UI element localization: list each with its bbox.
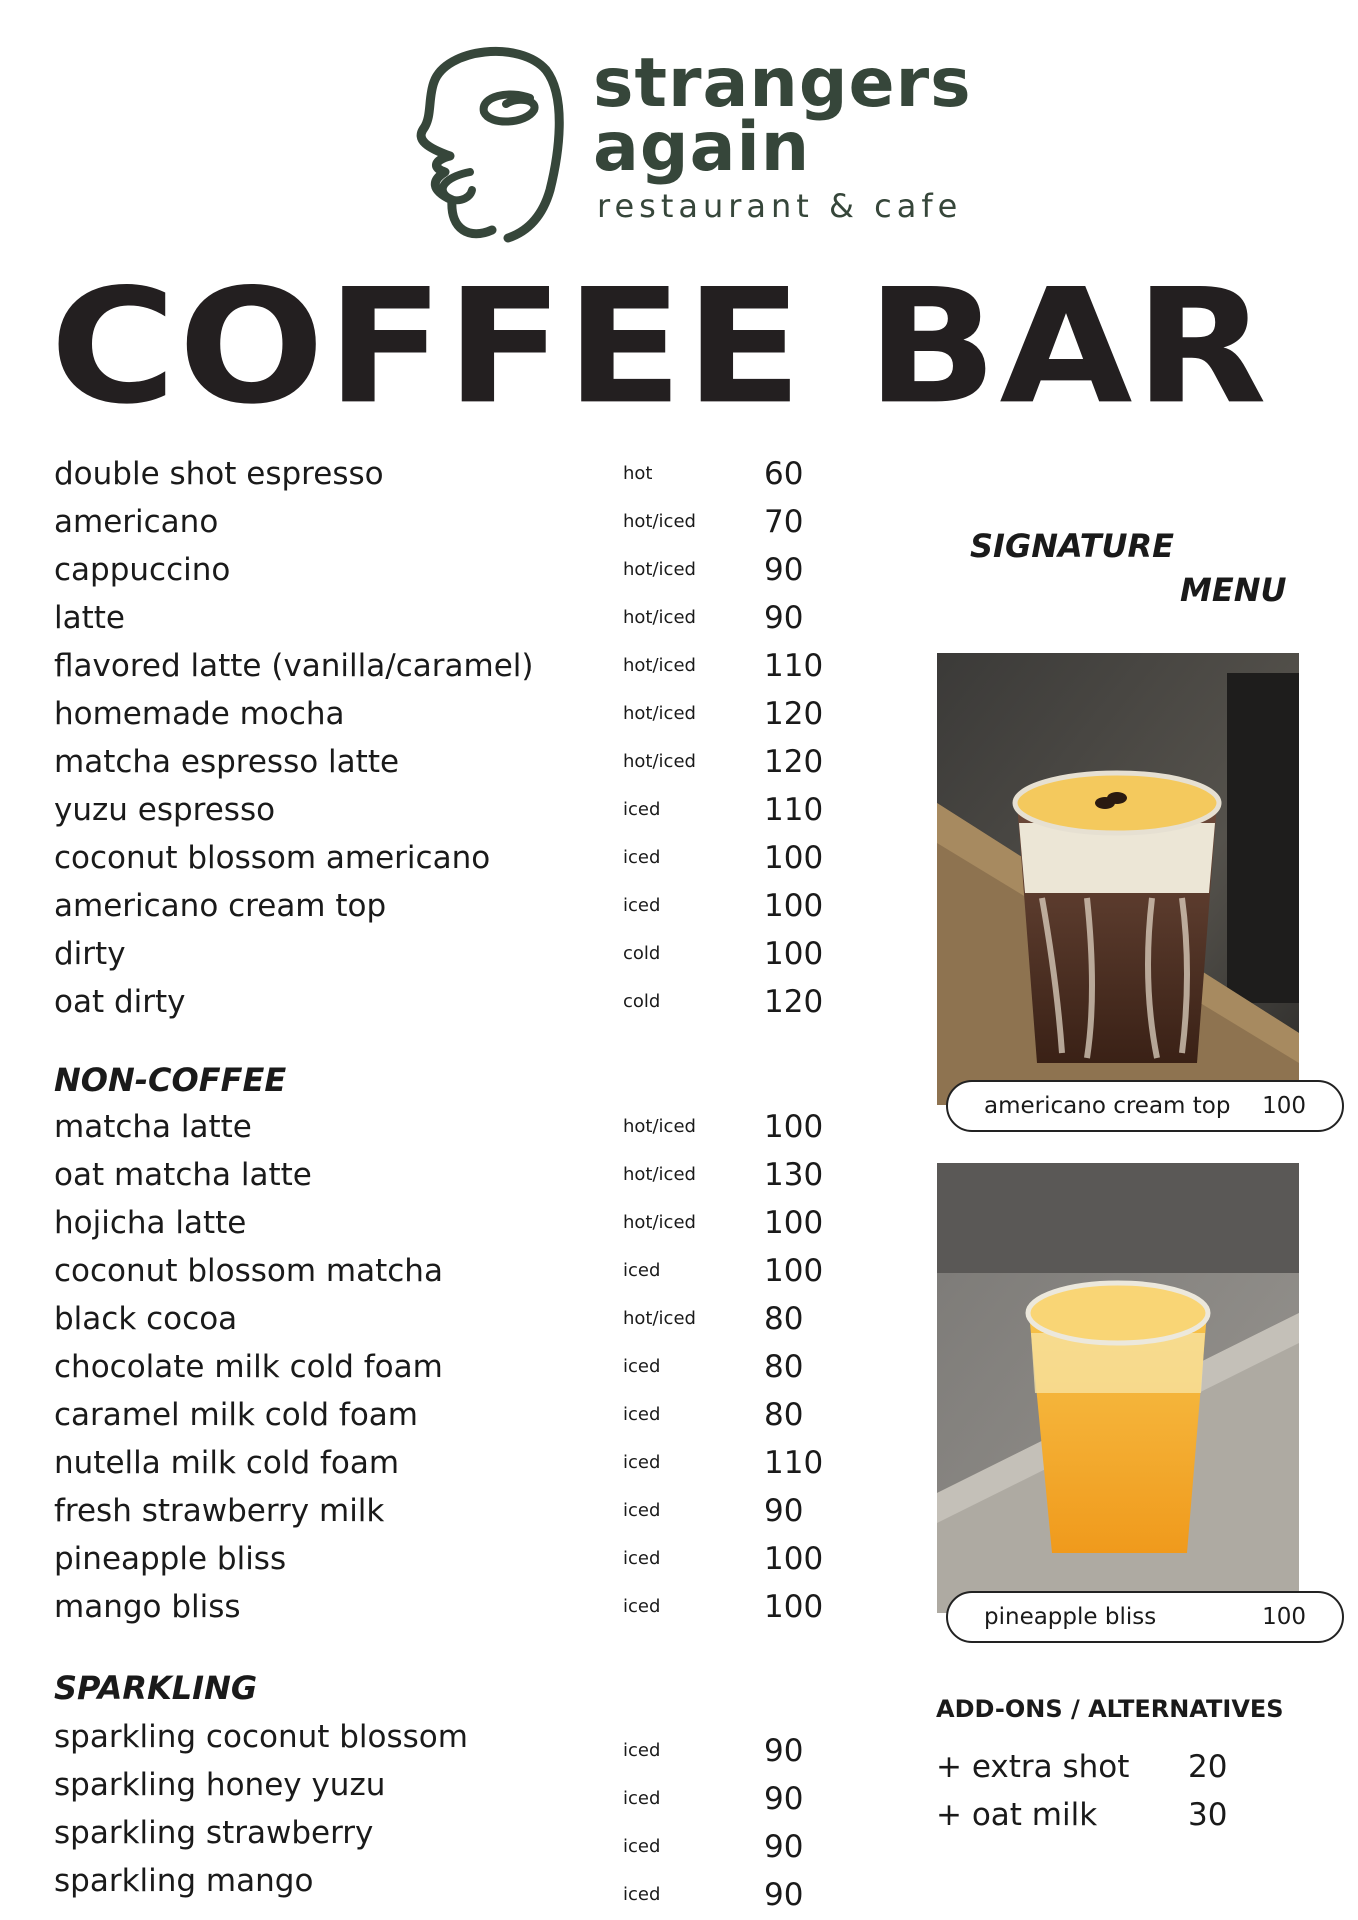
menu-item-price: 80 [764,1349,804,1385]
menu-item [0,882,840,930]
addon-price: 20 [1188,1749,1228,1785]
menu-item-name: mango bliss [54,1589,241,1625]
menu-item [0,1247,840,1295]
menu-item-name: pineapple bliss [54,1541,287,1577]
menu-item-temp: iced [623,1548,661,1569]
menu-item-temp: hot/iced [623,511,696,532]
brand-name-line2: again [593,108,811,187]
menu-item-temp: iced [623,1740,661,1761]
signature-item-pill [946,1591,1344,1643]
menu-item-temp: hot/iced [623,751,696,772]
menu-item-temp: hot/iced [623,559,696,580]
menu-item-name: double shot espresso [54,456,384,492]
signature-item-name: americano cream top [984,1093,1231,1119]
menu-item [0,930,840,978]
menu-item-temp: hot/iced [623,1116,696,1137]
addon-price: 30 [1188,1797,1228,1833]
menu-item [0,450,840,498]
menu-item-price: 90 [764,1493,804,1529]
menu-item-name: sparkling coconut blossom [54,1719,468,1755]
menu-item-name: homemade mocha [54,696,345,732]
menu-item-temp: hot/iced [623,655,696,676]
menu-item-name: flavored latte (vanilla/caramel) [54,648,534,684]
menu-item-price: 100 [764,1109,824,1145]
menu-item-name: caramel milk cold foam [54,1397,418,1433]
addon-label: + extra shot [936,1749,1130,1785]
menu-item [0,546,840,594]
menu-item-temp: hot/iced [623,1308,696,1329]
menu-item-name: yuzu espresso [54,792,276,828]
signature-heading-line1: SIGNATURE [970,527,1175,565]
menu-item-temp: iced [623,1836,661,1857]
menu-item-temp: iced [623,1356,661,1377]
menu-item-temp: iced [623,1260,661,1281]
menu-item-price: 80 [764,1397,804,1433]
menu-item-name: fresh strawberry milk [54,1493,385,1529]
addons-title: ADD-ONS / ALTERNATIVES [936,1695,1284,1723]
menu-item [0,1535,840,1583]
menu-item-temp: hot/iced [623,1212,696,1233]
menu-item-price: 60 [764,456,804,492]
menu-item-name: matcha latte [54,1109,252,1145]
menu-item-price: 100 [764,1541,824,1577]
menu-item-name: sparkling strawberry [54,1815,374,1851]
menu-item-price: 110 [764,648,824,684]
signature-item-price: 100 [1262,1604,1306,1630]
menu-item-price: 100 [764,840,824,876]
menu-item-price: 90 [764,552,804,588]
menu-item [0,1343,840,1391]
menu-item-price: 80 [764,1301,804,1337]
menu-item-temp: hot/iced [623,703,696,724]
menu-item-name: sparkling honey yuzu [54,1767,386,1803]
menu-item [0,1761,840,1817]
menu-item [0,978,840,1026]
menu-item-price: 90 [764,1829,804,1865]
page-title: COFFEE BAR [50,254,1269,440]
brand-name-line1: strangers [593,44,972,123]
menu-item-price: 120 [764,744,824,780]
signature-heading-line2: MENU [1180,571,1287,609]
menu-item-temp: iced [623,1884,661,1905]
menu-item [0,1439,840,1487]
americano-cream-top-photo [937,653,1299,1105]
menu-item [0,1391,840,1439]
menu-item [0,1295,840,1343]
menu-item [0,690,840,738]
menu-item [0,786,840,834]
menu-item-price: 110 [764,1445,824,1481]
menu-item-price: 90 [764,600,804,636]
addon-item [936,1743,1276,1791]
menu-item-temp: hot [623,463,653,484]
face-logo-icon [410,40,570,245]
menu-item [0,1487,840,1535]
menu-item [0,1713,840,1769]
menu-item-price: 100 [764,1589,824,1625]
menu-item-temp: iced [623,1596,661,1617]
menu-item-temp: cold [623,943,661,964]
menu-item-price: 100 [764,936,824,972]
menu-item-name: nutella milk cold foam [54,1445,400,1481]
menu-item-price: 90 [764,1877,804,1913]
menu-item-temp: hot/iced [623,607,696,628]
section-heading-non-coffee: NON-COFFEE [54,1061,287,1099]
menu-item-price: 120 [764,696,824,732]
menu-item-temp: iced [623,1788,661,1809]
menu-item-temp: iced [623,1452,661,1473]
menu-item-name: chocolate milk cold foam [54,1349,443,1385]
menu-item [0,1151,840,1199]
menu-item-temp: iced [623,1500,661,1521]
addon-item [936,1791,1276,1839]
menu-item-price: 90 [764,1781,804,1817]
menu-item [0,834,840,882]
menu-item [0,1809,840,1865]
signature-item-price: 100 [1262,1093,1306,1119]
logo [410,40,980,250]
menu-item-name: cappuccino [54,552,231,588]
brand-tagline: restaurant & cafe [597,187,963,225]
menu-item [0,498,840,546]
menu-item-name: matcha espresso latte [54,744,400,780]
menu-item-price: 100 [764,1253,824,1289]
menu-item-price: 90 [764,1733,804,1769]
menu-item-name: americano [54,504,219,540]
menu-item-price: 110 [764,792,824,828]
signature-item-name: pineapple bliss [984,1604,1157,1630]
menu-item-name: black cocoa [54,1301,238,1337]
menu-item-name: oat matcha latte [54,1157,312,1193]
signature-item-pill [946,1080,1344,1132]
menu-item [0,642,840,690]
menu-item-price: 120 [764,984,824,1020]
menu-item-price: 70 [764,504,804,540]
menu-item-name: americano cream top [54,888,387,924]
menu-item [0,1857,840,1913]
menu-item-temp: hot/iced [623,1164,696,1185]
menu-item-name: coconut blossom americano [54,840,491,876]
menu-item-price: 100 [764,1205,824,1241]
menu-item-name: sparkling mango [54,1863,314,1899]
menu-item [0,738,840,786]
menu-item-name: oat dirty [54,984,186,1020]
menu-item [0,1583,840,1631]
menu-item-name: latte [54,600,125,636]
menu-item-temp: cold [623,991,661,1012]
section-heading-sparkling: SPARKLING [54,1669,258,1707]
menu-item-name: hojicha latte [54,1205,247,1241]
menu-item [0,1199,840,1247]
menu-item-price: 100 [764,888,824,924]
menu-item-temp: iced [623,895,661,916]
pineapple-bliss-photo [937,1163,1299,1613]
menu-item-name: coconut blossom matcha [54,1253,443,1289]
menu-item [0,1103,840,1151]
menu-item-name: dirty [54,936,126,972]
menu-item-temp: iced [623,847,661,868]
menu-item [0,594,840,642]
menu-item-temp: iced [623,1404,661,1425]
menu-item-temp: iced [623,799,661,820]
menu-item-price: 130 [764,1157,824,1193]
addon-label: + oat milk [936,1797,1098,1833]
